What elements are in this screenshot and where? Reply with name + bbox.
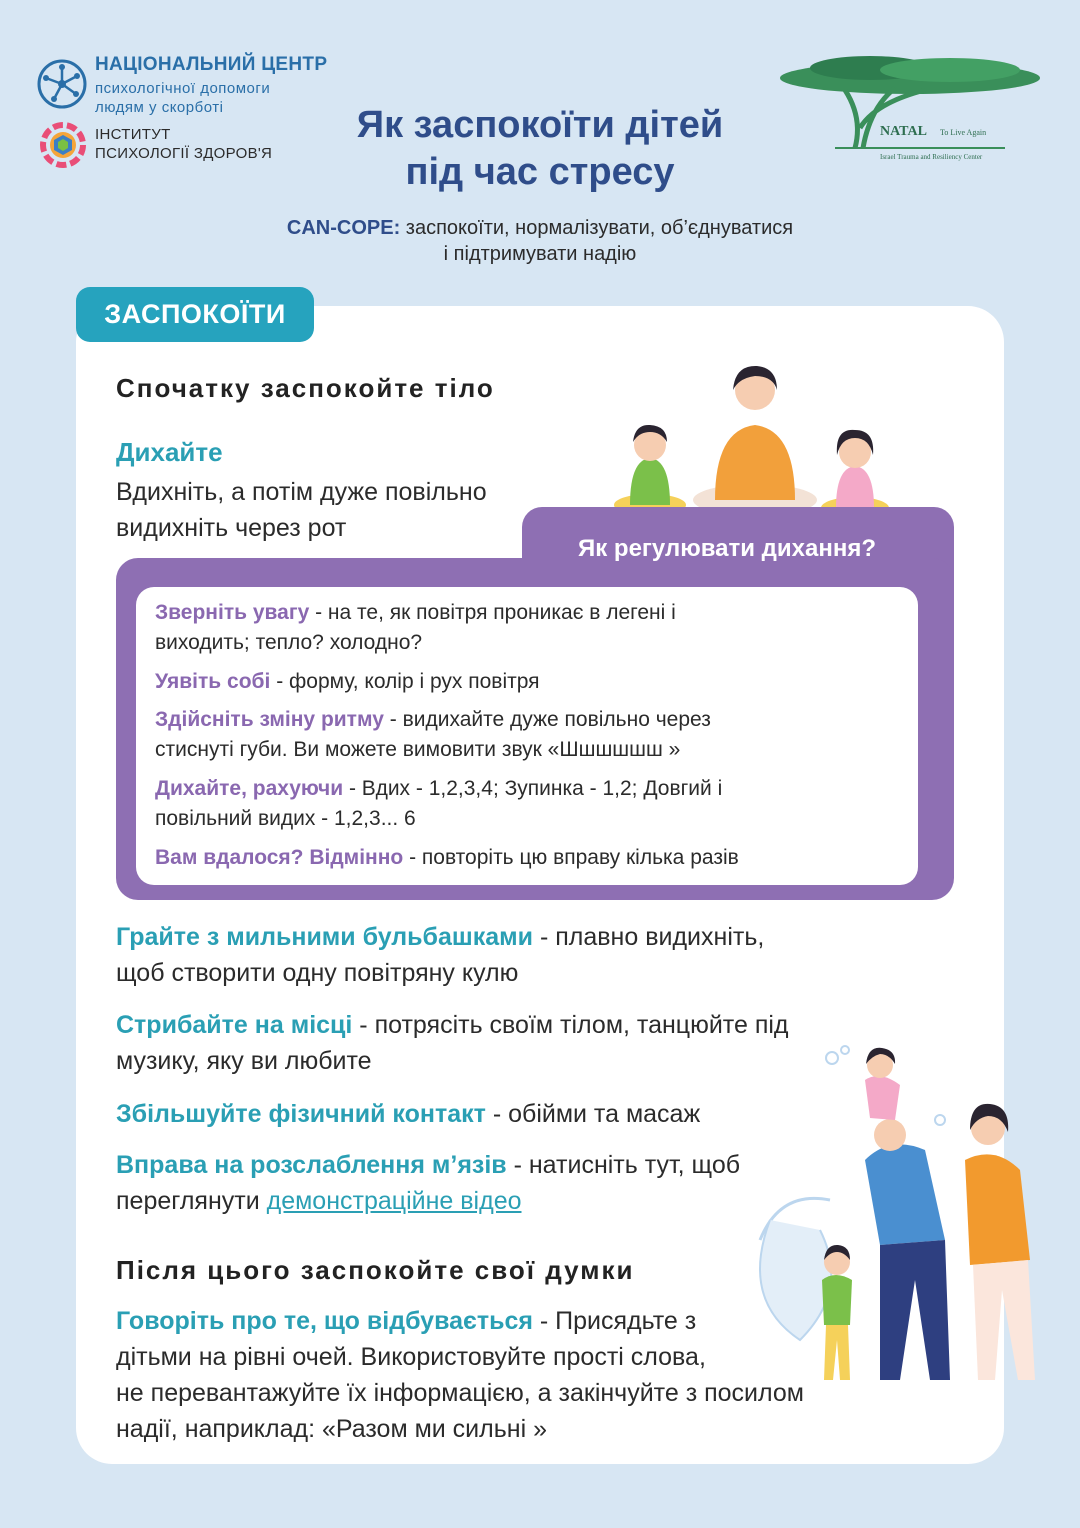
page-title: Як заспокоїти дітей під час стресу — [356, 104, 724, 193]
box-item-imagine: Уявіть собі - форму, колір і рух повітря — [155, 670, 540, 693]
item-contact: Збільшуйте фізичний контакт - обійми та масаж — [116, 1100, 701, 1128]
box-item-success: Вам вдалося? Відмінно - повторіть цю вправу кілька разів — [155, 846, 739, 869]
heading-calm-thoughts: Після цього заспокойте свої думки — [116, 1255, 635, 1285]
national-center-logo-icon — [36, 58, 88, 110]
breathe-text: Вдихніть, а потім дуже повільно видихніть через рот — [116, 478, 487, 542]
page-subtitle: CAN-COPE: заспокоїти, нормалізувати, об’єднуватися і підтримувати надію — [286, 217, 794, 265]
institute-logo-icon — [38, 120, 88, 170]
box-item-attention: Зверніть увагу - на те, як повітря проникає в легені і виходить; тепло? холодно? — [155, 601, 676, 654]
org1-line3: людям у скорботі — [95, 99, 224, 116]
org2-line2: ПСИХОЛОГІЇ ЗДОРОВ'Я — [95, 145, 273, 162]
breathing-box-title: Як регулювати дихання? — [577, 535, 876, 562]
box-item-counting: Дихайте, рахуючи - Вдих - 1,2,3,4; Зупинка - 1,2; Довгий і повільний видих - 1,2,3... 6 — [155, 777, 723, 830]
org1-line2: психологічної допомоги — [95, 80, 271, 97]
item-bubbles: Грайте з мильними бульбашками - плавно видихніть, щоб створити одну повітряну кулю — [116, 923, 765, 987]
org1-title: НАЦІОНАЛЬНИЙ ЦЕНТР — [95, 54, 328, 75]
section-tag: ЗАСПОКОЇТИ — [76, 287, 314, 342]
breathe-title: Дихайте — [116, 437, 223, 467]
natal-center: Israel Trauma and Resiliency Center — [880, 153, 983, 161]
box-item-rhythm: Здійсніть зміну ритму - видихайте дуже повільно через стиснуті губи. Ви можете вимовити звук «Шшшшшш » — [155, 708, 711, 761]
item-jump: Стрибайте на місці - потрясіть своїм тілом, танцюйте під музику, яку ви любите — [116, 1011, 789, 1075]
heading-calm-body: Спочатку заспокойте тіло — [116, 373, 495, 403]
natal-name: NATAL — [880, 124, 927, 139]
demo-video-link[interactable]: демонстраційне відео — [266, 1187, 522, 1215]
natal-tagline: To Live Again — [940, 128, 987, 137]
meditating-family-illustration — [605, 360, 905, 520]
org2-line1: ІНСТИТУТ — [95, 126, 171, 143]
item-relaxation: Вправа на розслаблення м’язів - натисніть тут, щоб переглянути демонстраційне відео — [116, 1151, 741, 1215]
item-talk: Говоріть про те, що відбувається - Присядьте з дітьми на рівні очей. Використовуйте прості слова, не перевантажуйте їх інформацією, а закінчуйте з посилом надії, наприклад: «Разом ми сильні » — [116, 1307, 804, 1443]
